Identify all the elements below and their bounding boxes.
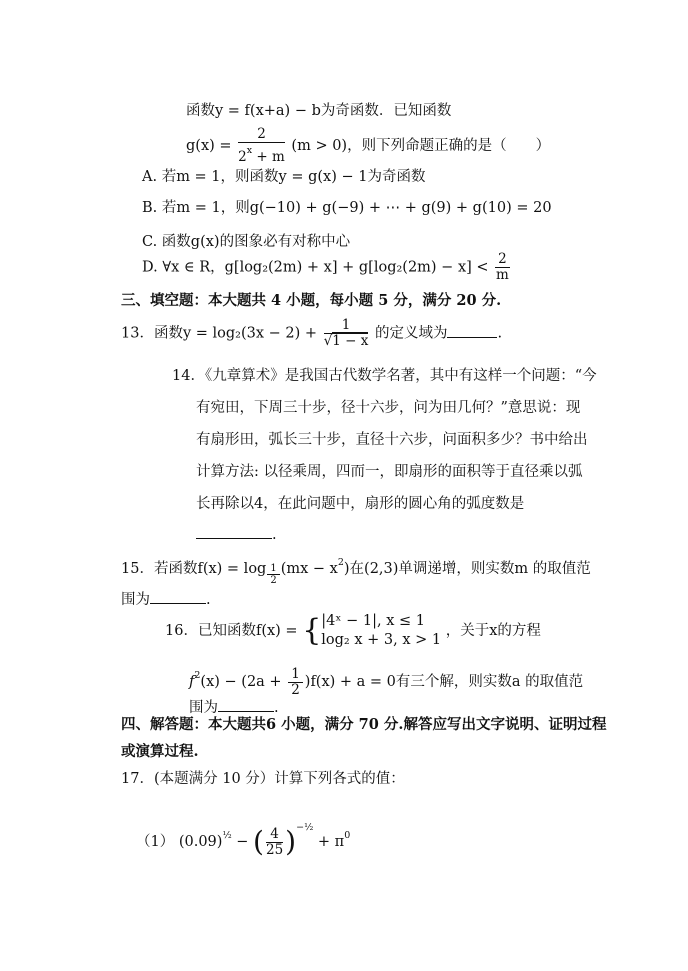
q12-g-denominator: 2$^x$ + m (238, 145, 285, 165)
q16-line-3: 围为 . (189, 697, 279, 718)
q13-prefix: 13．函数y = log₂(3x − 2) + (121, 325, 318, 342)
q12-option-b: B. 若m = 1，则g(−10) + g(−9) + ⋯ + g(9) + g(10) = 20 (142, 200, 552, 216)
q16-fraction: $\frac{1}{2}$ (288, 667, 303, 698)
q15-log-base: $\frac{1}{2}$ (267, 563, 279, 586)
q15-suffix: )在(2,3)单调递增，则实数m 的取值范 (343, 561, 591, 577)
q14-answer: . (196, 524, 277, 545)
q14-line-2: 有宛田，下周三十步，径十六步，问为田几何？”意思说：现 (196, 400, 581, 416)
q17-part-1: （1） $(0.09)^{\frac{1}{2}}$ − ( $\frac{4}{25}$ )$^{-\frac{1}{2}} + \pi^0$ (136, 822, 351, 858)
q12-g-definition (186, 127, 550, 165)
q12-intro: 函数y = f(x+a) − b为奇函数．已知函数 (186, 103, 452, 119)
q13-fraction (324, 318, 369, 349)
q13-numerator: 1 (324, 318, 369, 334)
section-4-heading-line-2: 或演算过程. (121, 743, 199, 760)
section-4-heading-line-1: 四、解答题：本大题共6 小题，满分 70 分.解答应写出文字说明、证明过程 (121, 716, 607, 733)
q12-condition: (m > 0)，则下列命题正确的是（ ） (291, 138, 551, 154)
q15-prefix: 15．若函数f(x) = log (121, 561, 267, 577)
left-brace-icon: { (302, 613, 322, 648)
q14-answer-blank[interactable] (196, 524, 272, 539)
sqrt-icon: √ (323, 333, 333, 349)
q16-line-1 (165, 612, 541, 650)
q17-title: 17．(本题满分 10 分）计算下列各式的值： (121, 771, 405, 787)
q12-option-d-main: D. ∀x ∈ R，g[log₂(2m) + x] + g[log₂(2m) − x] < (142, 259, 489, 276)
q16-case-1: |4ˣ − 1|, x ≤ 1 (321, 613, 426, 629)
q12-d-numerator: 2 (495, 252, 510, 268)
q16-case-2: log₂ x + 3, x > 1 (321, 632, 442, 648)
section-3-heading: 三、填空题：本大题共 4 小题，每小题 5 分，满分 20 分. (121, 292, 502, 309)
q12-option-d (142, 252, 512, 283)
q12-g-prefix: g(x) = (186, 138, 232, 154)
q15-line-1: 15．若函数f(x) = log $\frac{1}{2}$ $(mx - x^2)$在(2,3)单调递增，则实数m 的取值范 (121, 557, 591, 586)
q14-line-4: 计算方法: 以径乘周，四而一，即扇形的面积等于直径乘以弧 (196, 464, 583, 480)
q16-suffix: ，关于x的方程 (445, 623, 541, 639)
q16-line-2: $f^2(x) - (2a$ + $\frac{1}{2}$ )f(x) + a = 0有三个解，则实数a 的取值范 (189, 665, 584, 698)
q12-g-numerator: 2 (238, 127, 285, 143)
q12-option-c: C. 函数g(x)的图象必有对称中心 (142, 234, 351, 250)
q15-line-2: 围为 . (121, 589, 211, 610)
q13-suffix: 的定义域为 (374, 325, 448, 342)
q14-line-1: 14．《九章算术》是我国古代数学名著，其中有这样一个问题：“今 (172, 368, 597, 384)
q16-piecewise (321, 612, 441, 650)
q12-d-denominator: m (496, 267, 509, 283)
q13-denominator: √1 − x (323, 333, 369, 349)
q17-fraction: $\frac{4}{25}$ (265, 825, 284, 858)
q14-line-5: 长再除以4，在此问题中，扇形的圆心角的弧度数是 (196, 496, 525, 512)
q12-option-d-fraction (495, 252, 510, 283)
q15-answer-blank[interactable] (150, 589, 206, 604)
q13-answer-blank[interactable] (447, 323, 497, 338)
q14-line-3: 有扇形田，弧长三十步，直径十六步，问面积多少？书中给出 (196, 432, 588, 448)
q17-part-1-label: （1） (136, 834, 175, 850)
q12-option-a: A. 若m = 1，则函数y = g(x) − 1为奇函数 (142, 169, 426, 185)
q13: 13．函数y = log₂(3x − 2) + $\frac{1}{√1 - x}$ 的定义域为 . (121, 317, 503, 349)
q12-g-fraction (238, 127, 285, 165)
q16-prefix: 16．已知函数f(x) = (165, 623, 298, 639)
q16-answer-blank[interactable] (218, 697, 274, 712)
